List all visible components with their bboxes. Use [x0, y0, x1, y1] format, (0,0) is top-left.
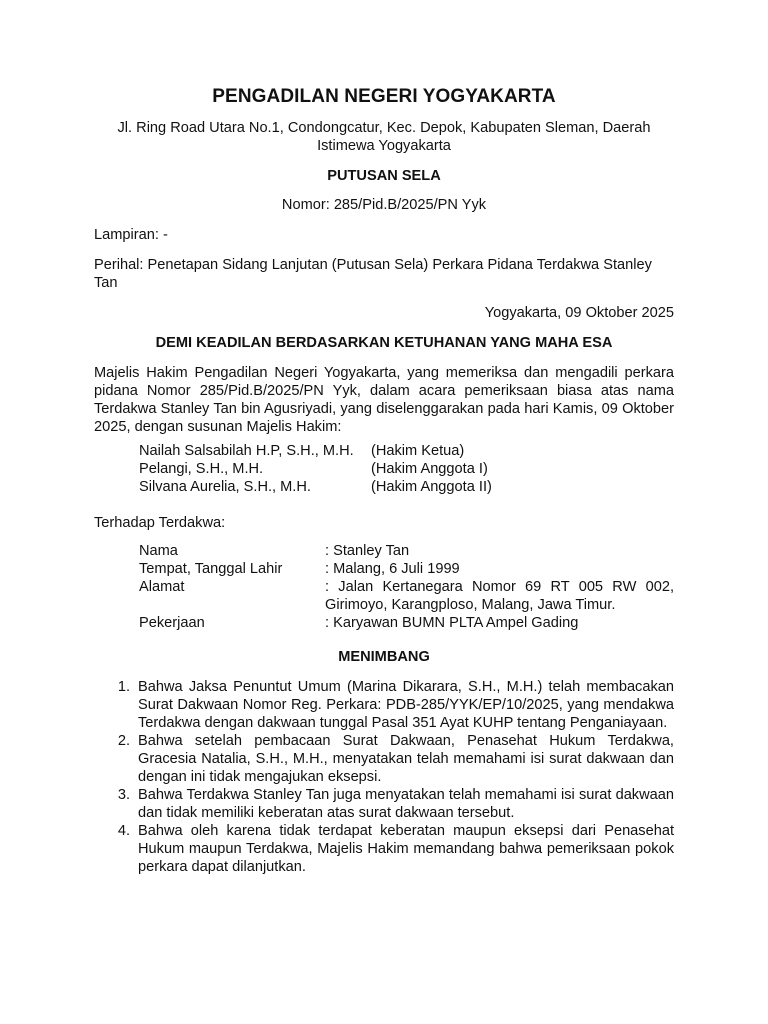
defendant-value: : Malang, 6 Juli 1999 — [325, 561, 460, 577]
considerations-list — [94, 678, 674, 876]
defendant-value: : Karyawan BUMN PLTA Ampel Gading — [325, 615, 579, 631]
list-number: 4. — [117, 823, 130, 839]
list-text: Bahwa oleh karena tidak terdapat keberatan maupun eksepsi dari Penasehat Hukum maupun Terdakwa, Majelis Hakim memandang bahwa pemeriksaan pokok perkara dapat dilanjutkan. — [138, 823, 674, 875]
list-item — [94, 678, 674, 732]
opening-paragraph: Majelis Hakim Pengadilan Negeri Yogyakarta, yang memeriksa dan mengadili perkara pidana Nomor 285/Pid.B/2025/PN Yyk, dalam acara pemeriksaan biasa atas nama Terdakwa Stanley Tan bin Agusriyadi, yang diselenggarakan pada hari Kamis, 09 Oktober 2025, dengan susunan Majelis Hakim: — [94, 365, 674, 435]
judge-panel — [139, 442, 674, 496]
judge-role: (Hakim Ketua) — [371, 443, 465, 459]
list-text: Bahwa Jaksa Penuntut Umum (Marina Dikarara, S.H., M.H.) telah membacakan Surat Dakwaan Nomor Reg. Perkara: PDB-285/YYK/EP/10/2025, yang mendakwa Terdakwa dengan dakwaan tunggal Pasal 351 Ayat KUHP tentang Penganiayaan. — [138, 679, 674, 731]
list-text: Bahwa setelah pembacaan Surat Dakwaan, Penasehat Hukum Terdakwa, Gracesia Natalia, S.H., M.H., menyatakan telah memahami isi surat dakwaan dan dengan ini tidak mengajukan eksepsi. — [138, 733, 674, 785]
place-date: Yogyakarta, 09 Oktober 2025 — [484, 305, 674, 321]
defendant-value: : Jalan Kertanegara Nomor 69 RT 005 RW 002, Girimoyo, Karangploso, Malang, Jawa Timur. — [325, 579, 674, 613]
defendant-row — [139, 578, 674, 614]
list-item — [94, 822, 674, 876]
judge-row — [139, 478, 674, 496]
list-item — [94, 732, 674, 786]
defendant-label: Pekerjaan — [139, 615, 205, 631]
judge-name: Nailah Salsabilah H.P, S.H., M.H. — [139, 443, 354, 459]
defendant-row — [139, 542, 674, 560]
judge-name: Silvana Aurelia, S.H., M.H. — [139, 479, 311, 495]
defendant-value: : Stanley Tan — [325, 543, 410, 559]
list-number: 1. — [117, 679, 130, 695]
judge-row — [139, 460, 674, 478]
invocation-heading: DEMI KEADILAN BERDASARKAN KETUHANAN YANG MAHA ESA — [155, 335, 613, 351]
judge-name: Pelangi, S.H., M.H. — [139, 461, 264, 477]
defendant-row — [139, 614, 674, 632]
defendant-label: Tempat, Tanggal Lahir — [139, 561, 283, 577]
document-number: Nomor: 285/Pid.B/2025/PN Yyk — [281, 197, 487, 213]
judge-role: (Hakim Anggota II) — [371, 479, 492, 495]
perihal-line: Perihal: Penetapan Sidang Lanjutan (Putusan Sela) Perkara Pidana Terdakwa Stanley Tan — [94, 257, 652, 291]
document-type: PUTUSAN SELA — [327, 168, 441, 184]
menimbang-heading: MENIMBANG — [338, 649, 430, 665]
defendant-row — [139, 560, 674, 578]
judge-row — [139, 442, 674, 460]
court-address: Jl. Ring Road Utara No.1, Condongcatur, Kec. Depok, Kabupaten Sleman, Daerah Istimewa Yogyakarta — [117, 120, 651, 154]
list-number: 3. — [117, 787, 130, 803]
list-text: Bahwa Terdakwa Stanley Tan juga menyatakan telah memahami isi surat dakwaan dan tidak memiliki keberatan atas surat dakwaan tersebut. — [138, 787, 674, 821]
list-item — [94, 786, 674, 822]
defendant-label: Alamat — [139, 579, 185, 595]
judge-role: (Hakim Anggota I) — [371, 461, 488, 477]
defendant-label: Nama — [139, 543, 178, 559]
defendant-details — [139, 542, 674, 632]
court-name: PENGADILAN NEGERI YOGYAKARTA — [212, 86, 556, 107]
list-number: 2. — [117, 733, 130, 749]
defendant-intro: Terhadap Terdakwa: — [94, 515, 226, 531]
lampiran-line: Lampiran: - — [94, 227, 168, 243]
